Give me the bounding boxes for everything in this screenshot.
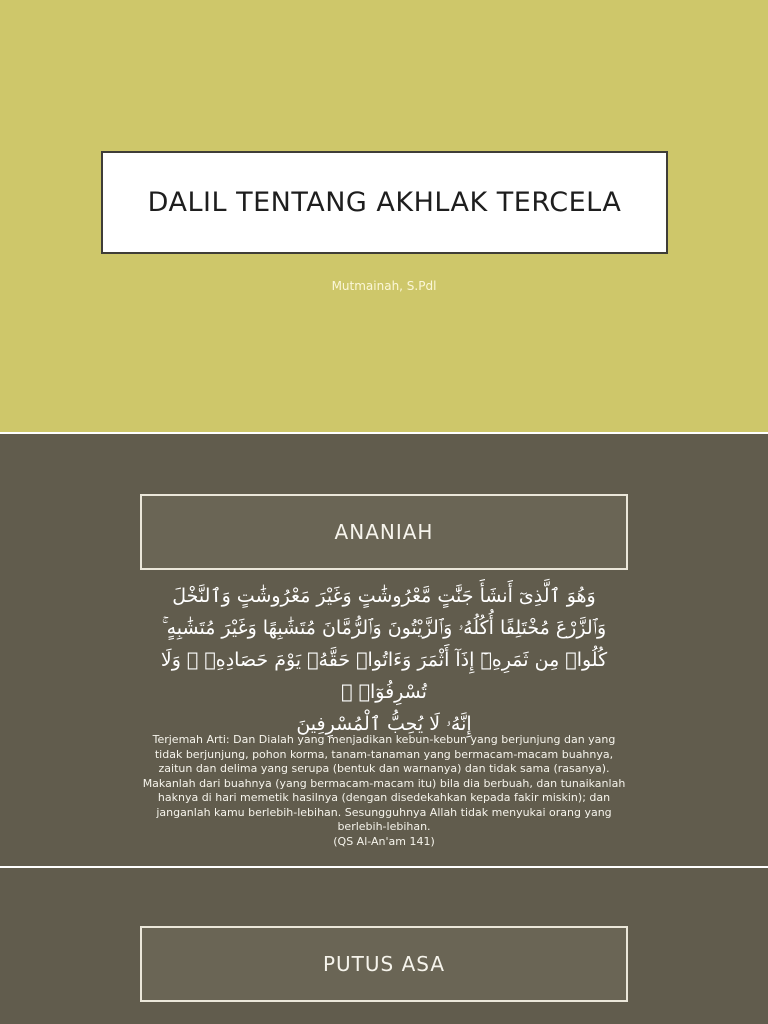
verse-reference: (QS Al-An'am 141): [333, 834, 435, 848]
slide-heading: ANANIAH: [334, 520, 434, 544]
translation-text: Terjemah Arti: Dan Dialah yang menjadikan kebun-kebun yang berjunjung dan yang tidak berjunjung, pohon korma, tanam-tanaman yang bermacam-macam buahnya, zaitun dan delima yang serupa (bentuk dan warnanya) dan tidak sama (rasanya). Makanlah dari buahnya (yang bermacam-macam itu) bila dia berbuah, dan tunaikanlah haknya di hari memetik hasilnya (dengan disedekahkan kepada fakir miskin); dan janganlah kamu berlebih-lebihan. Sesungguhnya Allah tidak menyukai orang yang berlebih-lebihan.: [142, 733, 626, 833]
slide-title: DALIL TENTANG AKHLAK TERCELA: [147, 187, 622, 218]
heading-box: [140, 494, 628, 570]
putus-asa-slide: [0, 868, 768, 1024]
title-box: [101, 151, 668, 254]
arabic-verse: [140, 580, 628, 740]
arabic-verse-line: وَهُوَ ٱلَّذِىٓ أَنشَأَ جَنَّٰتٍ مَّعْرُوشَٰتٍ وَغَيْرَ مَعْرُوشَٰتٍ وَٱلنَّخْلَ: [172, 585, 596, 607]
arabic-verse-line: كُلُوا۟ مِن ثَمَرِهِۦٓ إِذَآ أَثْمَرَ وَءَاتُوا۟ حَقَّهُۥ يَوْمَ حَصَادِهِۦ ۖ وَلَا تُسْرِفُوٓا۟ ۚ: [160, 649, 608, 703]
heading-box: [140, 926, 628, 1002]
slide-subtitle-author: Mutmainah, S.Pdl: [331, 279, 437, 293]
title-slide: [0, 0, 768, 432]
ananiah-slide: [0, 434, 768, 866]
slide-heading: PUTUS ASA: [322, 952, 446, 976]
arabic-verse-line: إِنَّهُۥ لَا يُحِبُّ ٱلْمُسْرِفِينَ: [296, 713, 472, 735]
arabic-verse-line: وَٱلزَّرْعَ مُخْتَلِفًا أُكُلُهُۥ وَٱلزَّيْتُونَ وَٱلرُّمَّانَ مُتَشَٰبِهًا وَغَيْرَ مُتَشَٰبِهٍ ۚ: [161, 617, 607, 639]
translation-block: [140, 733, 628, 849]
